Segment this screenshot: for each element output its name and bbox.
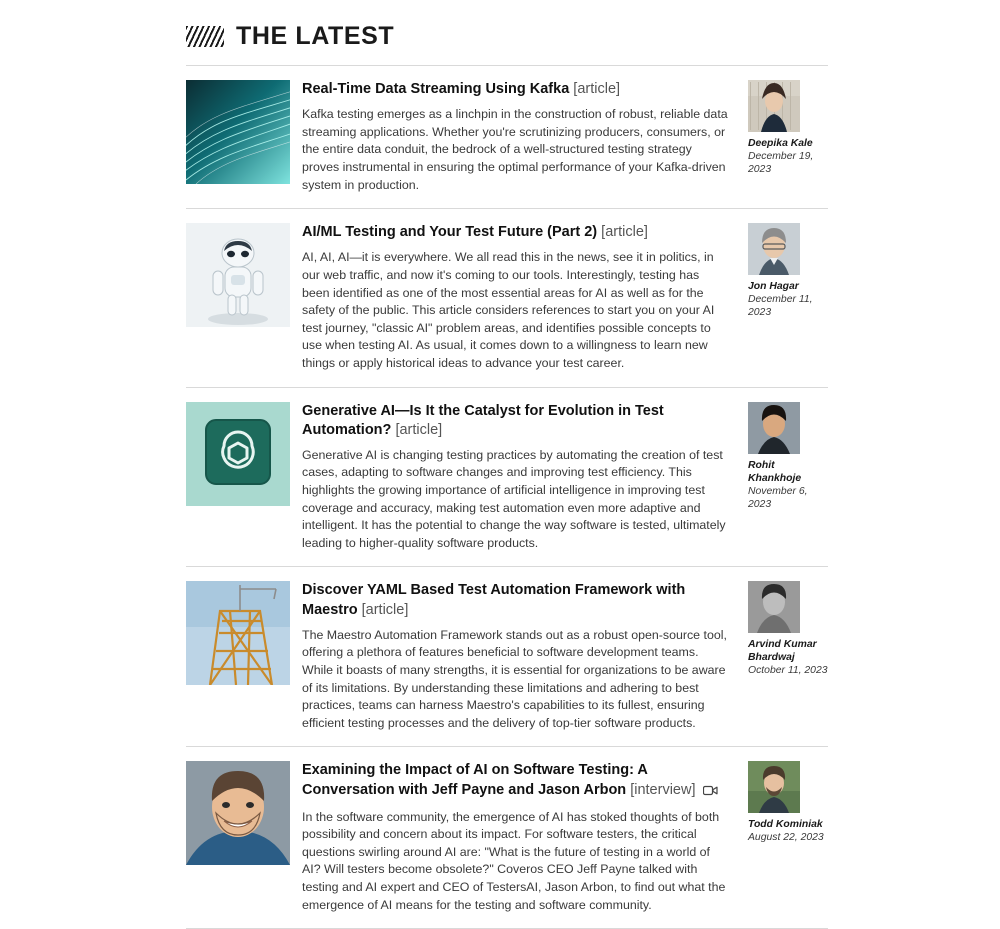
- author-portrait-icon: [748, 581, 800, 633]
- article-kind: [article]: [573, 81, 621, 97]
- author-name: Todd Kominiak: [748, 819, 823, 831]
- teal-light-streams-icon: [186, 80, 290, 184]
- list-item[interactable]: [186, 566, 828, 746]
- publish-date: October 11, 2023: [748, 665, 828, 677]
- article-excerpt: Kafka testing emerges as a linchpin in the construction of robust, reliable data streaming applications. Whether you're scrutinizing producers, consumers, or the entire data conduit, the bedrock of a well-structured testing strategy proves instrumental in ensuring the optimal performance of your Kafka-driven system in production.: [302, 107, 728, 192]
- publish-date: November 6, 2023: [748, 485, 808, 510]
- article-thumbnail[interactable]: [186, 80, 290, 184]
- article-excerpt: AI, AI, AI—it is everywhere. We all read this in the news, see it in politics, in our web traffic, and now it's coming to our tools. Interestingly, testing has been identified as one of the most essential areas for AI as well as for the safety of the public. This article considers references to start you on your AI test journey, "classic AI" problem areas, and identifies possible concepts to use when testing AI. As usual, it comes down to a willingness to learn new things or apply historical ideas to advance your test career.: [302, 250, 715, 370]
- article-thumbnail[interactable]: [186, 761, 290, 865]
- article-main: [302, 581, 744, 732]
- author-portrait-icon: [748, 761, 800, 813]
- article-byline: [744, 581, 828, 677]
- article-title[interactable]: [302, 402, 730, 440]
- chatgpt-logo-tile-icon: [186, 402, 290, 506]
- publish-date: December 19, 2023: [748, 151, 814, 175]
- page-title: THE LATEST: [236, 22, 395, 50]
- article-title[interactable]: [302, 761, 730, 801]
- article-excerpt: The Maestro Automation Framework stands out as a robust open-source tool, offering a plethora of features beneficial to software development teams. While it boasts of many strengths, it is essential for organizations to be aware of its limitations. By understanding these limitations and adhering to best practices, teams can harness Maestro's capabilities to its fullest, ensuring efficient testing processes and the delivery of top-tier software products.: [302, 627, 727, 730]
- article-title[interactable]: [302, 223, 730, 242]
- man-smiling-blue-shirt-icon: [186, 761, 290, 865]
- article-list: [186, 65, 828, 929]
- white-robot-icon: [186, 223, 290, 327]
- article-title-text: Examining the Impact of AI on Software Testing: A Conversation with Jeff Payne and Jason Arbon: [302, 762, 648, 798]
- article-title-text: Generative AI—Is It the Catalyst for Evolution in Test Automation?: [302, 402, 664, 438]
- article-thumbnail[interactable]: [186, 402, 290, 506]
- article-title[interactable]: [302, 581, 730, 619]
- list-item[interactable]: [186, 65, 828, 208]
- avatar: [748, 80, 800, 132]
- list-item[interactable]: [186, 746, 828, 929]
- article-main: [302, 761, 744, 914]
- article-kind: [article]: [361, 601, 409, 618]
- article-byline: [744, 80, 828, 176]
- list-item[interactable]: [186, 387, 828, 567]
- article-main: [302, 80, 744, 194]
- publish-date: August 22, 2023: [748, 832, 824, 844]
- author-portrait-icon: [748, 402, 800, 454]
- article-byline: [744, 402, 828, 511]
- article-byline: [744, 761, 828, 844]
- video-camera-icon: [703, 783, 718, 802]
- article-kind: [article]: [395, 421, 443, 438]
- article-title-text: AI/ML Testing and Your Test Future (Part 2): [302, 224, 598, 241]
- avatar: [748, 761, 800, 813]
- article-title-text: Discover YAML Based Test Automation Framework with Maestro: [302, 582, 686, 618]
- latest-articles-section: [186, 0, 828, 929]
- article-excerpt: In the software community, the emergence of AI has stoked thoughts of both possibility and concern about its impact. For software testers, the critical questions swirling around AI are: "What is the future of testing in a world of AI? Will testers become obsolete?" Coveros CEO Jeff Payne talked with testing and AI expert and CEO of TestersAI, Jason Arbon, to find out what the emergence of AI means for the testing and software community.: [302, 809, 726, 912]
- author-name: Rohit Khankhoje: [748, 459, 802, 484]
- article-main: [302, 402, 744, 553]
- article-title[interactable]: [302, 80, 730, 99]
- article-thumbnail[interactable]: [186, 581, 290, 685]
- article-thumbnail[interactable]: [186, 223, 290, 327]
- author-name: Deepika Kale: [748, 138, 813, 149]
- avatar: [748, 581, 800, 633]
- avatar: [748, 402, 800, 454]
- article-kind: [interview]: [630, 781, 696, 798]
- avatar: [748, 223, 800, 275]
- article-title-text: Real-Time Data Streaming Using Kafka: [302, 81, 570, 97]
- author-portrait-icon: [748, 223, 800, 275]
- article-excerpt: Generative AI is changing testing practices by automating the creation of test cases, adapting to software changes and improving test efficiency. This highlights the growing importance of artificial intelligence in improving test coverage and accuracy, making test automation even more adaptive and intelligent. It has the potential to change the way software is tested, ultimately leading to higher-quality software products.: [302, 447, 726, 550]
- construction-scaffolding-icon: [186, 581, 290, 685]
- article-kind: [article]: [601, 224, 648, 241]
- author-name: Jon Hagar: [748, 281, 799, 293]
- hatch-lines-icon: [186, 26, 224, 47]
- author-portrait-icon: [748, 80, 800, 132]
- article-byline: [744, 223, 828, 319]
- section-header: [186, 0, 828, 65]
- publish-date: December 11, 2023: [748, 294, 813, 319]
- list-item[interactable]: [186, 208, 828, 386]
- article-main: [302, 223, 744, 372]
- author-name: Arvind Kumar Bhardwaj: [748, 639, 817, 664]
